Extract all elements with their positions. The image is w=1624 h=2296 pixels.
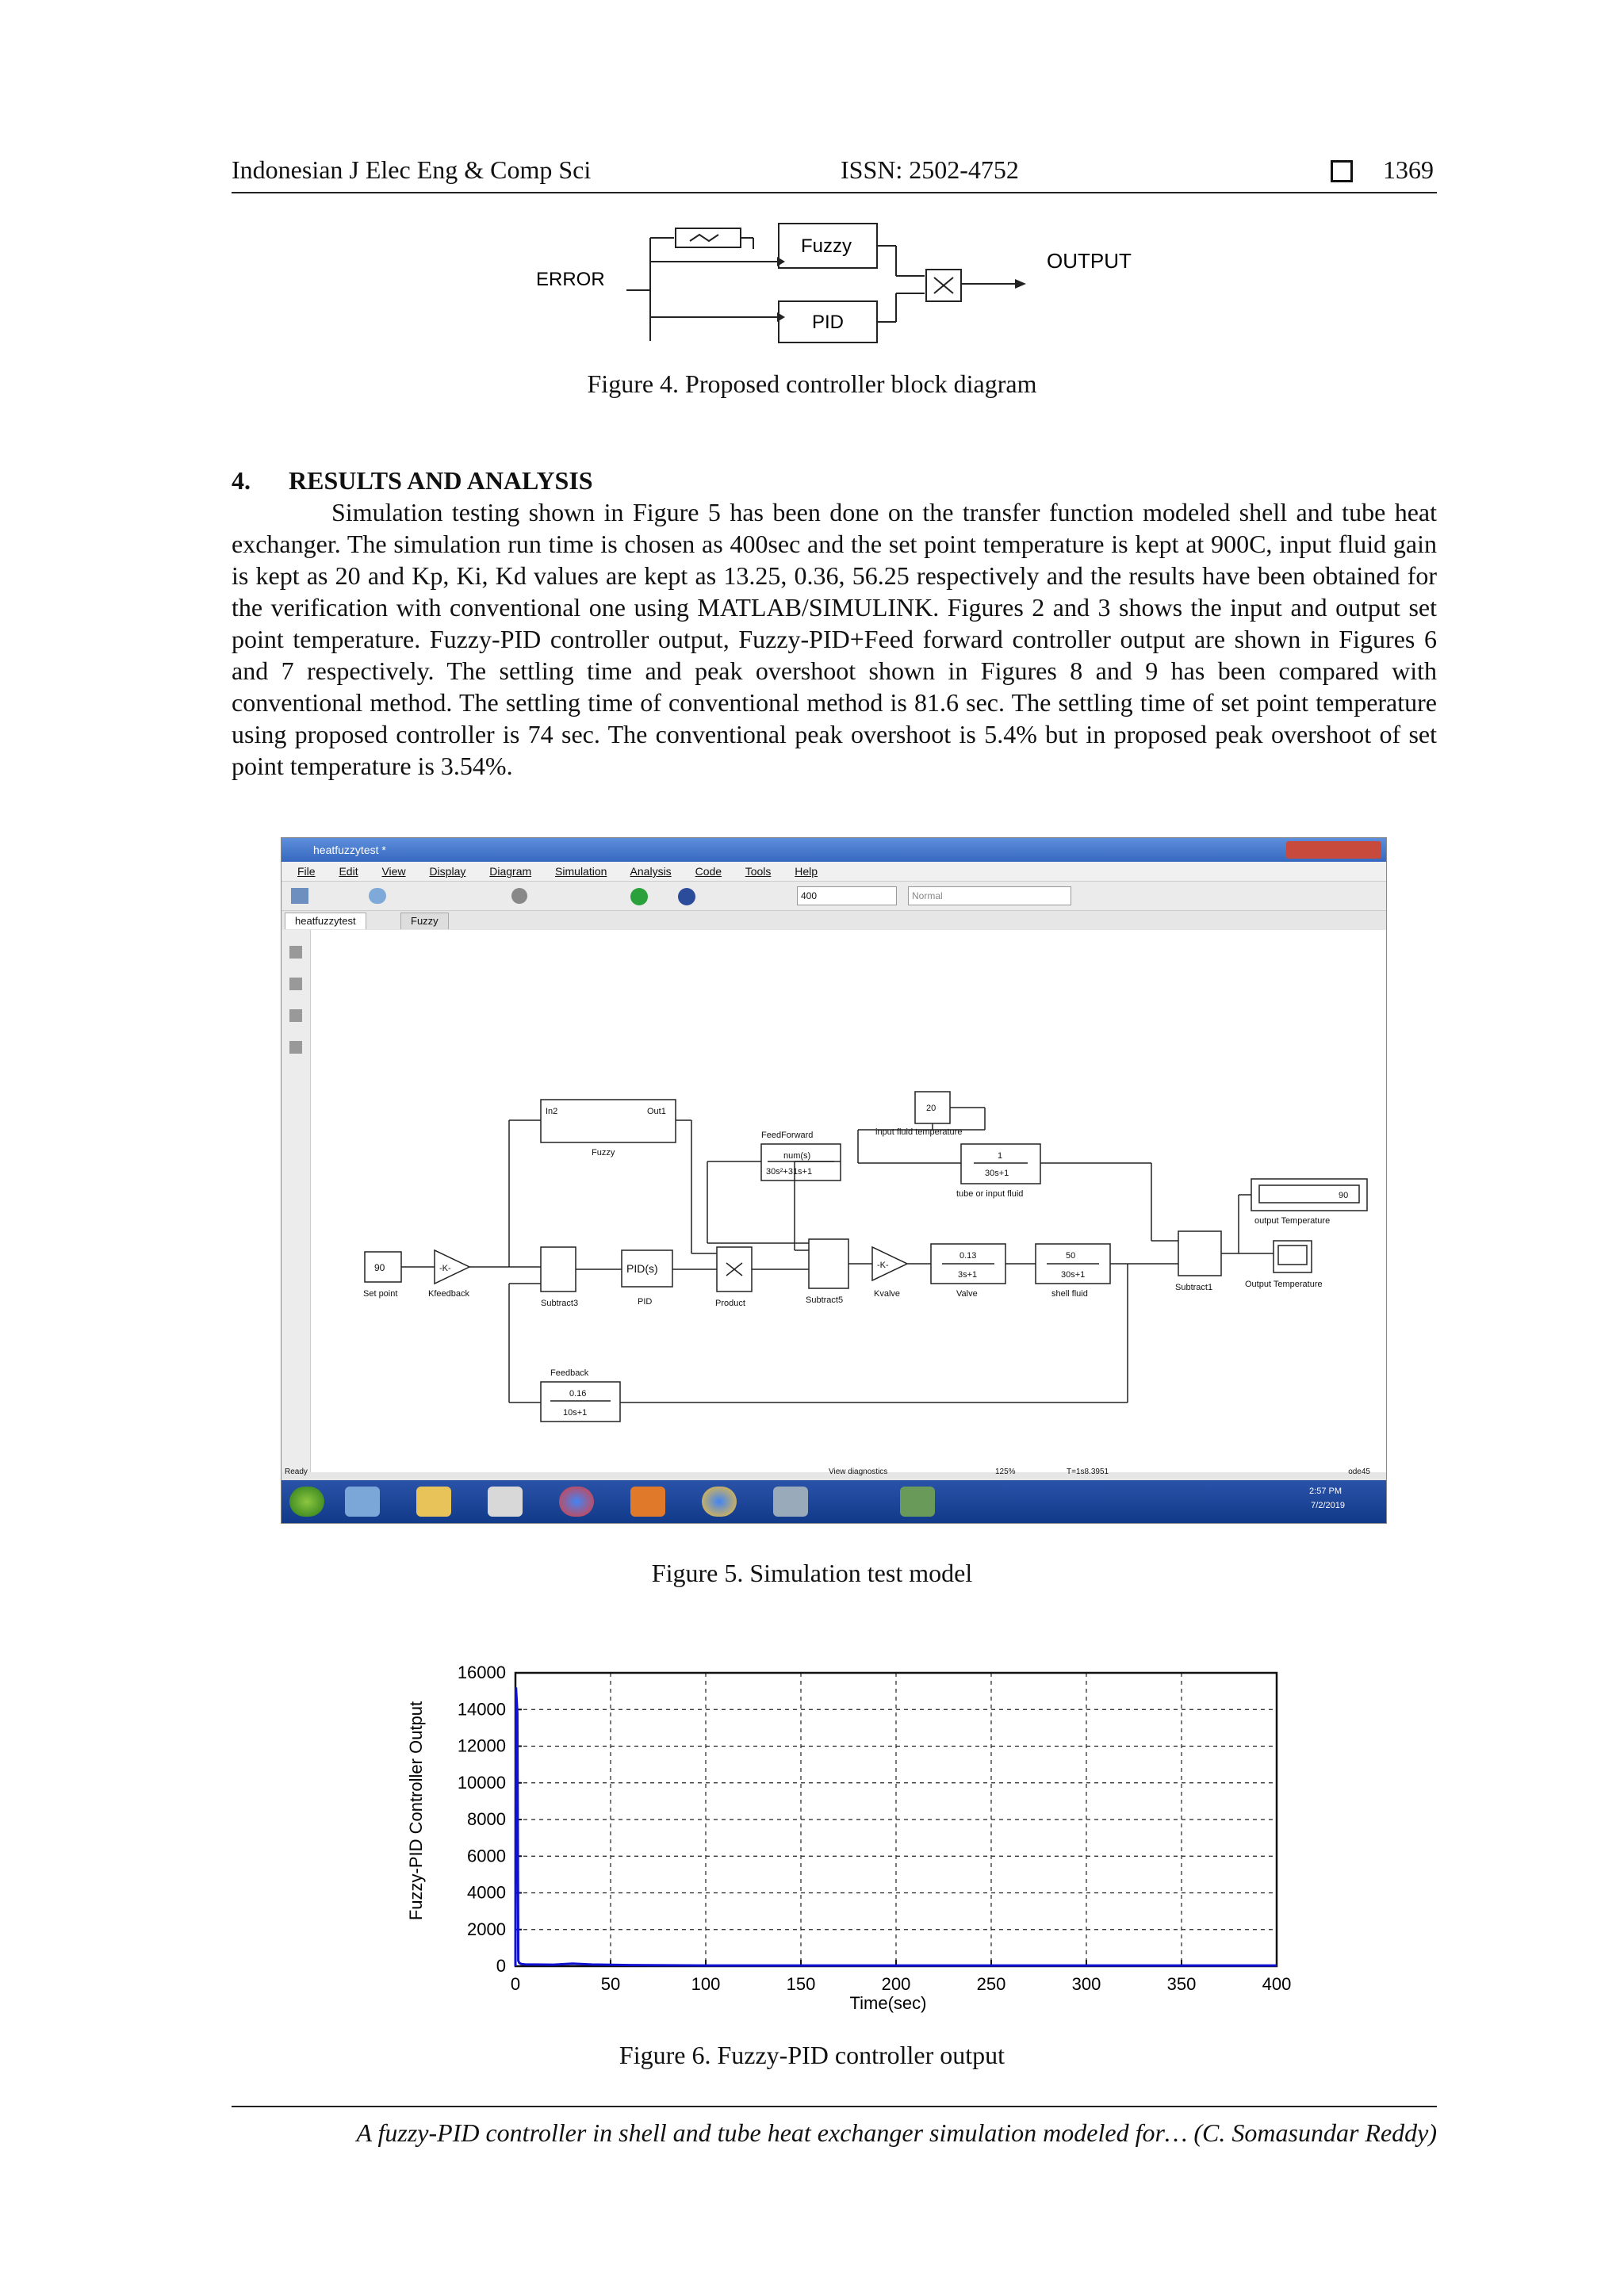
simulink-icon[interactable] bbox=[900, 1487, 935, 1517]
page-footer: A fuzzy-PID controller in shell and tube heat exchanger simulation modeled for… (C. Somasundar Reddy) bbox=[232, 2106, 1437, 2148]
stop-time-input[interactable]: 400 bbox=[797, 886, 897, 905]
feedforward-num: num(s) bbox=[783, 1151, 811, 1161]
subtract1-block[interactable] bbox=[1178, 1231, 1221, 1276]
menu-file[interactable]: File bbox=[297, 865, 316, 878]
window-controls[interactable] bbox=[1286, 841, 1381, 859]
window-title: heatfuzzytest * bbox=[313, 844, 386, 856]
annotation-icon[interactable] bbox=[289, 1041, 302, 1054]
fuzzy-label: Fuzzy bbox=[801, 235, 852, 257]
fuzzy-in-port: In2 bbox=[546, 1107, 558, 1116]
product-label: Product bbox=[715, 1299, 745, 1308]
chart-ylabel: Fuzzy-PID Controller Output bbox=[406, 1701, 426, 1921]
feedforward-title: FeedForward bbox=[761, 1131, 814, 1140]
model-tabs bbox=[282, 911, 1386, 931]
kfeedback-label: Kfeedback bbox=[428, 1289, 469, 1299]
toolbar bbox=[282, 882, 1386, 911]
subtract3-block[interactable] bbox=[541, 1247, 576, 1292]
valve-num: 0.13 bbox=[959, 1251, 977, 1261]
status-zoom: 125% bbox=[995, 1468, 1016, 1476]
status-ready: Ready bbox=[285, 1468, 308, 1476]
left-toolbar bbox=[282, 930, 311, 1480]
tab-fuzzy[interactable]: Fuzzy bbox=[400, 913, 449, 929]
tube-den: 30s+1 bbox=[985, 1169, 1009, 1178]
valve-den: 3s+1 bbox=[958, 1270, 978, 1280]
section-paragraph: Simulation testing shown in Figure 5 has been done on the transfer function modeled shell and tube heat exchanger. The simulation run time is chosen as 400sec and the set point temperature is kept at 900C, input fluid gain is kept as 20 and Kp, Ki, Kd values are kept as 13.25, 0.36, 56.25 respectively and the results have been obtained for the verification with conventional one using MATLAB/SIMULINK. Figures 2 and 3 shows the input and output set point temperature. Fuzzy-PID controller output, Fuzzy-PID+Feed forward controller output are shown in Figures 6 and 7 respectively. The settling time and peak overshoot shown in Figures 8 and 9 has been compared with conventional method. The settling time of conventional method is 81.6 sec. The settling time of set point temperature using proposed controller is 74 sec. The conventional peak overshoot is 5.4% but in proposed peak overshoot of set point temperature is 3.54%. bbox=[232, 498, 1437, 780]
menu-diagram[interactable]: Diagram bbox=[489, 865, 532, 878]
pid-label: PID bbox=[812, 312, 845, 333]
y-tick-label: 4000 bbox=[467, 1882, 506, 1903]
pid-block-label: PID bbox=[638, 1297, 653, 1307]
window-icon[interactable] bbox=[773, 1487, 808, 1517]
issn: ISSN: 2502-4752 bbox=[841, 155, 1019, 184]
feedback-den: 10s+1 bbox=[563, 1408, 588, 1418]
stop-icon[interactable] bbox=[678, 888, 695, 905]
window-titlebar bbox=[282, 838, 1386, 862]
folder-icon[interactable] bbox=[416, 1487, 451, 1517]
setpoint-label: Set point bbox=[363, 1289, 398, 1299]
output-display-block[interactable] bbox=[1251, 1179, 1367, 1211]
subtract5-label: Subtract5 bbox=[806, 1295, 844, 1305]
clock-date: 7/2/2019 bbox=[1311, 1501, 1345, 1510]
display-label: output Temperature bbox=[1254, 1216, 1331, 1226]
menu-tools[interactable]: Tools bbox=[745, 865, 772, 878]
menu-display[interactable]: Display bbox=[429, 865, 466, 878]
figure4-diagram bbox=[523, 214, 1158, 357]
x-tick-label: 400 bbox=[1262, 1974, 1292, 1994]
journal-name: Indonesian J Elec Eng & Comp Sci bbox=[232, 155, 592, 184]
x-tick-label: 0 bbox=[510, 1974, 521, 1994]
y-tick-label: 16000 bbox=[457, 1663, 506, 1682]
scope-label: Output Temperature bbox=[1245, 1280, 1323, 1289]
shell-num: 50 bbox=[1066, 1251, 1076, 1261]
page-header bbox=[232, 152, 1437, 193]
status-solver: ode45 bbox=[1348, 1468, 1370, 1476]
y-tick-label: 0 bbox=[496, 1956, 506, 1976]
fuzzy-pid-output-chart bbox=[389, 1644, 1308, 2025]
y-tick-label: 2000 bbox=[467, 1919, 506, 1939]
kvalve-gain: -K- bbox=[877, 1261, 889, 1270]
sim-mode-select[interactable]: Normal bbox=[908, 886, 1071, 905]
output-label: OUTPUT bbox=[1047, 249, 1132, 273]
zoom-icon[interactable] bbox=[289, 946, 302, 959]
input-fluid-label: input fluid temperature bbox=[875, 1127, 963, 1137]
x-tick-label: 200 bbox=[881, 1974, 911, 1994]
status-diagnostics[interactable]: View diagnostics bbox=[829, 1468, 888, 1476]
document-icon[interactable] bbox=[488, 1487, 523, 1517]
subtract1-label: Subtract1 bbox=[1175, 1283, 1213, 1292]
model-canvas bbox=[311, 930, 1386, 1480]
section-number: 4. bbox=[232, 466, 251, 495]
menu-bar bbox=[282, 862, 1386, 882]
status-time: T=1s8.3951 bbox=[1067, 1468, 1109, 1476]
feedback-title: Feedback bbox=[550, 1368, 589, 1378]
kvalve-label: Kvalve bbox=[874, 1289, 901, 1299]
y-tick-label: 6000 bbox=[467, 1846, 506, 1866]
shell-den: 30s+1 bbox=[1061, 1270, 1086, 1280]
menu-help[interactable]: Help bbox=[795, 865, 818, 878]
fuzzy-out-port: Out1 bbox=[647, 1107, 666, 1116]
input-fluid-value: 20 bbox=[926, 1104, 936, 1113]
clock-time: 2:57 PM bbox=[1309, 1487, 1342, 1496]
simulink-window bbox=[281, 837, 1387, 1524]
y-tick-label: 12000 bbox=[457, 1735, 506, 1756]
x-tick-label: 300 bbox=[1071, 1974, 1101, 1994]
shell-label: shell fluid bbox=[1051, 1289, 1088, 1299]
status-bar bbox=[282, 1468, 1386, 1480]
x-tick-label: 150 bbox=[786, 1974, 816, 1994]
run-icon[interactable] bbox=[630, 888, 648, 905]
chrome-icon[interactable] bbox=[559, 1487, 594, 1517]
y-tick-label: 8000 bbox=[467, 1809, 506, 1829]
figure6-caption: Figure 6. Fuzzy-PID controller output bbox=[619, 2041, 1005, 2069]
figure5-caption: Figure 5. Simulation test model bbox=[651, 1559, 973, 1587]
menu-code[interactable]: Code bbox=[695, 865, 722, 878]
menu-simulation[interactable]: Simulation bbox=[555, 865, 607, 878]
settings-icon[interactable] bbox=[511, 888, 527, 904]
saturation-block bbox=[676, 228, 741, 247]
y-tick-label: 14000 bbox=[457, 1699, 506, 1720]
feedforward-den: 30s²+31s+1 bbox=[766, 1167, 813, 1177]
subtract5-block[interactable] bbox=[809, 1239, 848, 1288]
start-icon[interactable] bbox=[289, 1487, 324, 1517]
tube-num: 1 bbox=[998, 1151, 1003, 1161]
feedback-num: 0.16 bbox=[569, 1389, 587, 1399]
arrow-icon[interactable] bbox=[289, 1009, 302, 1022]
box-icon bbox=[1331, 160, 1353, 182]
menu-edit[interactable]: Edit bbox=[339, 865, 358, 878]
tube-label: tube or input fluid bbox=[956, 1189, 1024, 1199]
new-model-icon[interactable] bbox=[291, 888, 308, 904]
x-tick-label: 250 bbox=[976, 1974, 1006, 1994]
pid-inner-text: PID(s) bbox=[626, 1262, 658, 1275]
error-label: ERROR bbox=[536, 269, 605, 290]
x-tick-label: 350 bbox=[1166, 1974, 1197, 1994]
section-heading bbox=[232, 466, 593, 496]
back-icon[interactable] bbox=[369, 888, 386, 904]
page-number: 1369 bbox=[1383, 155, 1434, 184]
figure4-caption: Figure 4. Proposed controller block diagram bbox=[587, 369, 1037, 398]
chrome-icon-2[interactable] bbox=[702, 1487, 737, 1517]
x-tick-label: 50 bbox=[600, 1974, 621, 1994]
x-tick-label: 100 bbox=[691, 1974, 721, 1994]
taskbar-app-icon[interactable] bbox=[345, 1487, 380, 1517]
subtract3-label: Subtract3 bbox=[541, 1299, 579, 1308]
fit-icon[interactable] bbox=[289, 978, 302, 990]
matlab-icon[interactable] bbox=[630, 1487, 665, 1517]
section-title: RESULTS AND ANALYSIS bbox=[289, 466, 593, 495]
tab-heatfuzzytest[interactable]: heatfuzzytest bbox=[285, 913, 366, 929]
fuzzy-block-label: Fuzzy bbox=[592, 1148, 615, 1158]
chart-xlabel: Time(sec) bbox=[849, 1993, 927, 2013]
menu-view[interactable]: View bbox=[381, 865, 406, 878]
display-value: 90 bbox=[1339, 1191, 1349, 1200]
valve-label: Valve bbox=[956, 1289, 978, 1299]
setpoint-value: 90 bbox=[374, 1262, 385, 1273]
y-tick-label: 10000 bbox=[457, 1772, 506, 1793]
menu-analysis[interactable]: Analysis bbox=[630, 865, 672, 878]
windows-taskbar bbox=[282, 1480, 1386, 1523]
kfeedback-gain: -K- bbox=[439, 1264, 451, 1273]
